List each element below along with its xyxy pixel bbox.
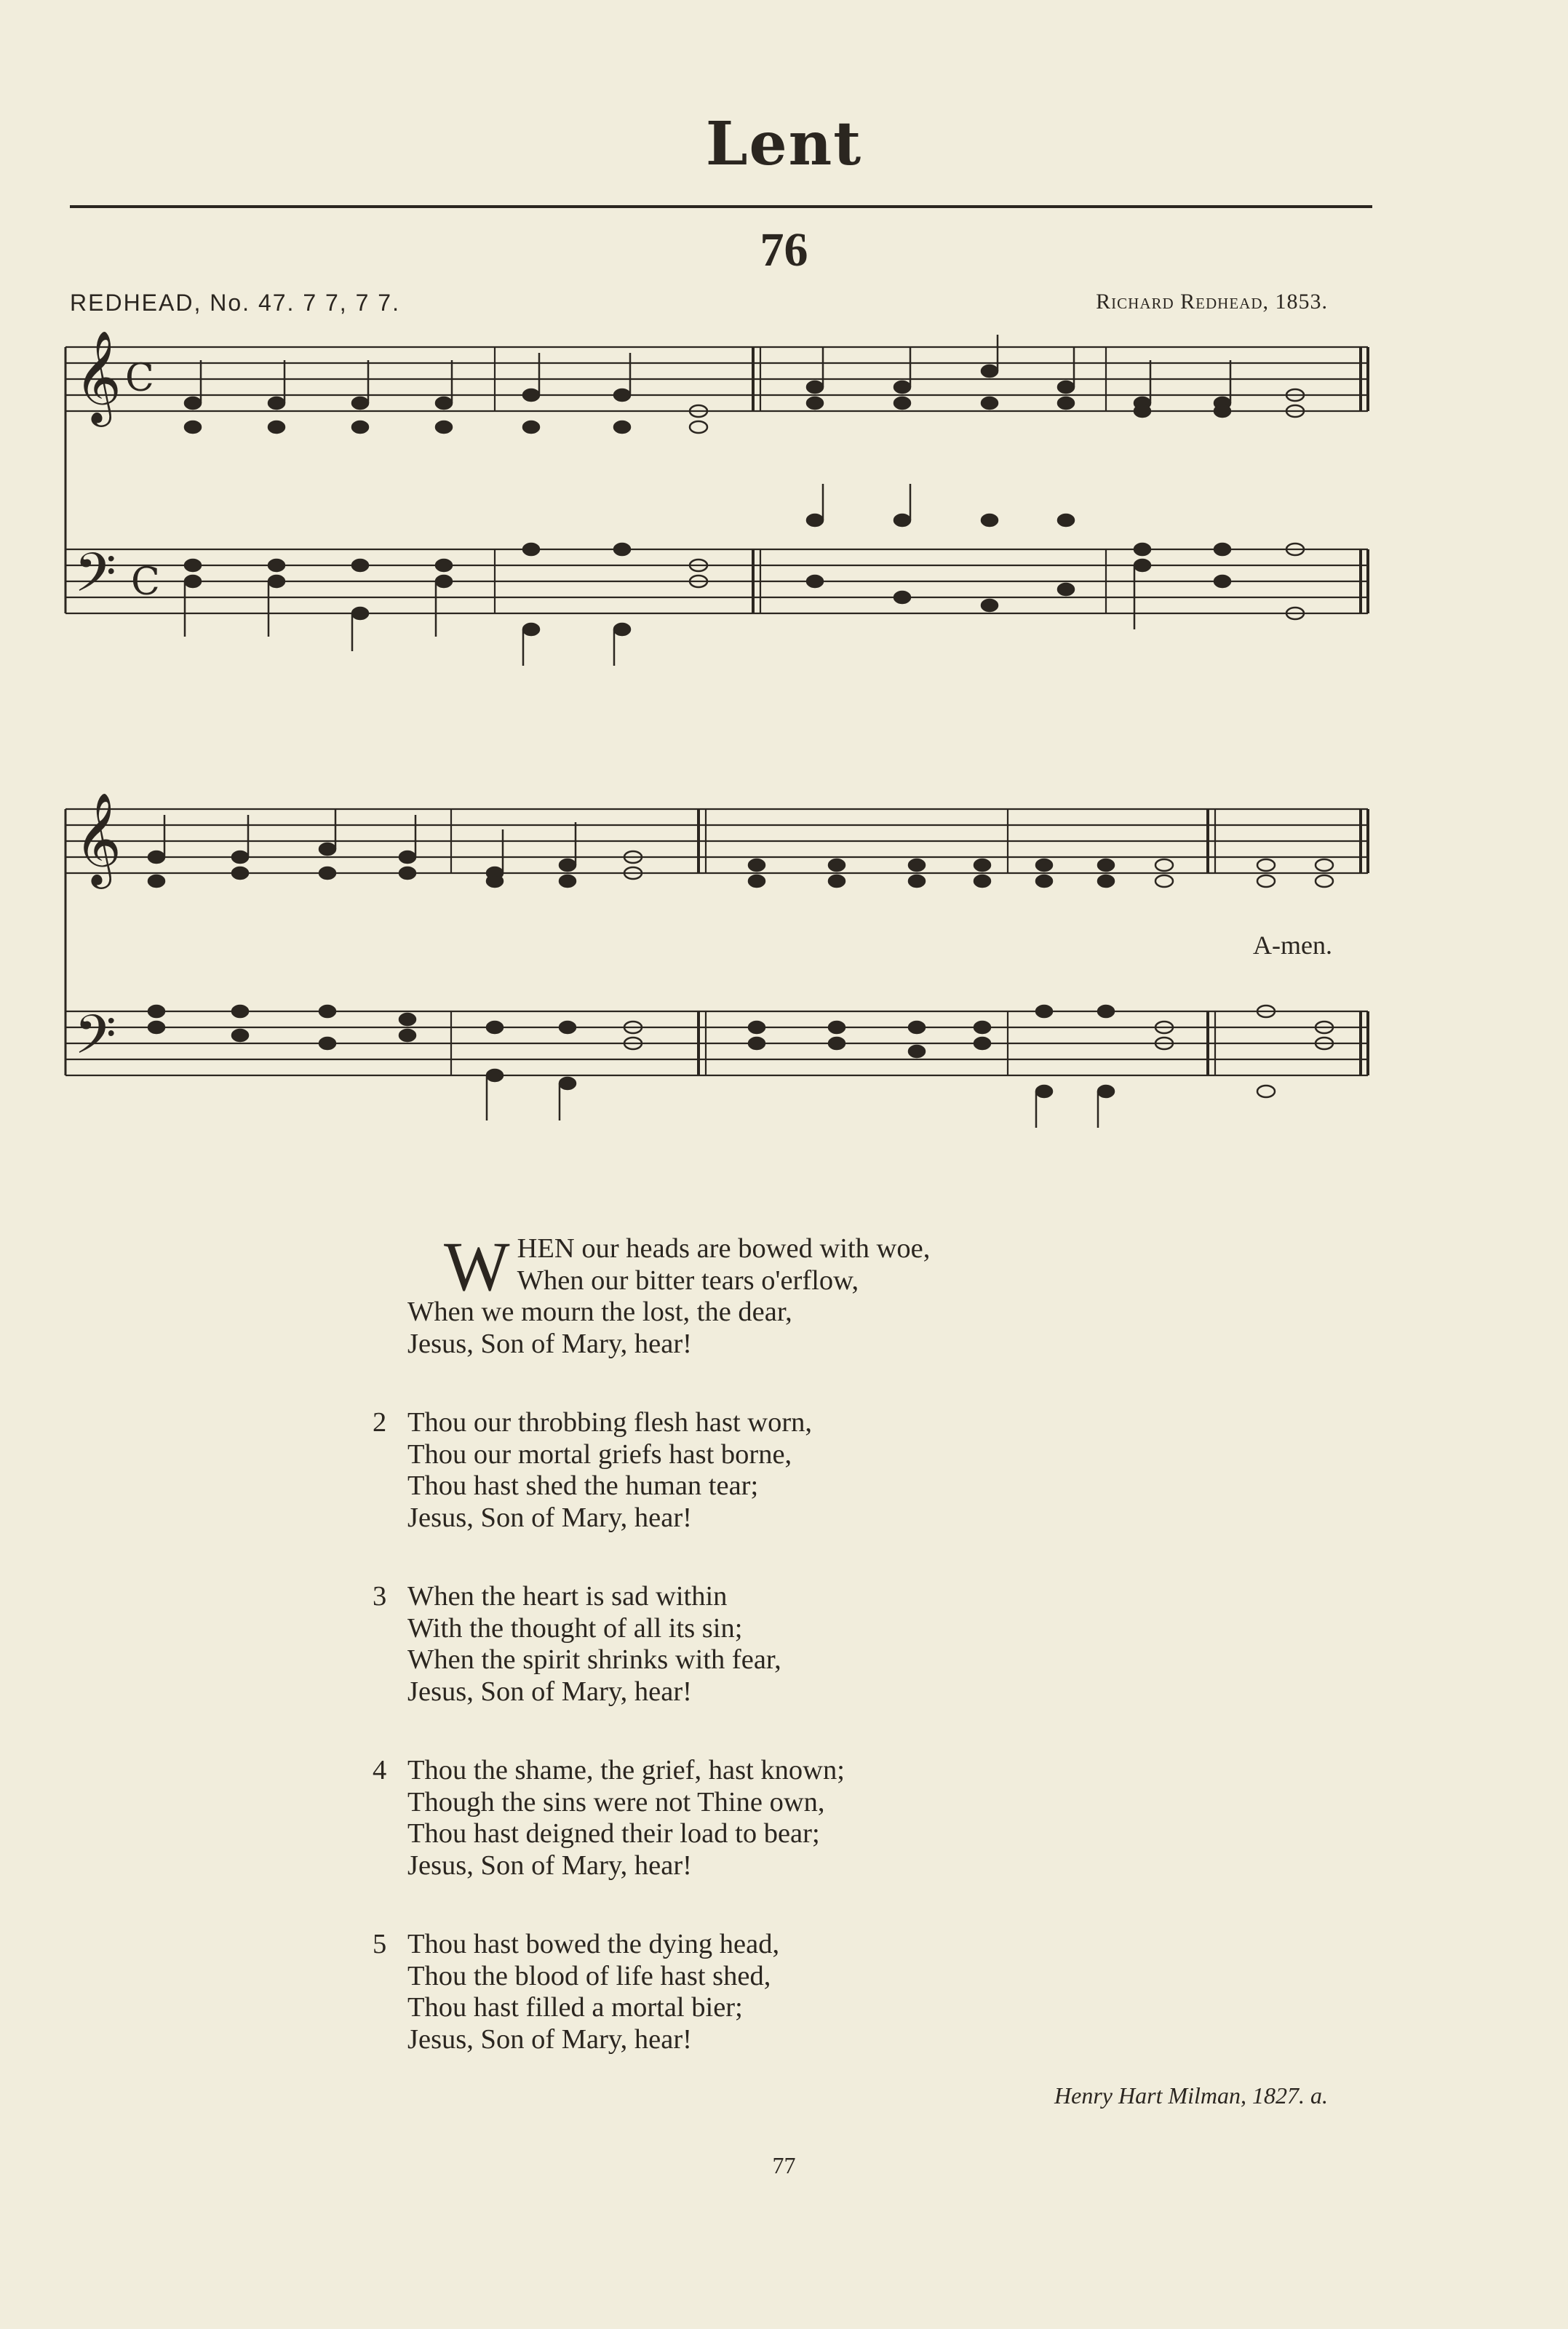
- verse-5: [373, 1929, 845, 2055]
- svg-text:C: C: [125, 357, 154, 400]
- amen-text: A-men.: [1253, 931, 1332, 960]
- verse-line: When we mourn the lost, the dear,: [407, 1297, 792, 1327]
- verse-line: When the spirit shrinks with fear,: [407, 1644, 781, 1675]
- verse-line: Thou the shame, the grief, hast known;: [407, 1755, 845, 1785]
- music-system-1: [58, 331, 1382, 666]
- verse-line: Thou hast shed the human tear;: [407, 1470, 759, 1501]
- verse-line: Thou our mortal griefs hast borne,: [407, 1438, 792, 1470]
- tune-info: REDHEAD, No. 47. 7 7, 7 7.: [70, 290, 400, 316]
- verse-2: [373, 1407, 845, 1534]
- verse-line: Thou hast filled a mortal bier;: [407, 1992, 743, 2023]
- verse-line: Jesus, Son of Mary, hear!: [407, 1502, 692, 1533]
- section-title: Lent: [705, 109, 863, 179]
- title-rule: [70, 205, 1372, 208]
- verse-line: Thou hast bowed the dying head,: [407, 1929, 780, 1959]
- verse-line: Jesus, Son of Mary, hear!: [407, 2023, 692, 2055]
- verse-number: 2: [373, 1407, 387, 1438]
- music-system-2: [58, 793, 1382, 1135]
- verse-line: When the heart is sad within: [407, 1581, 728, 1612]
- verse-line: Thou our throbbing flesh hast worn,: [407, 1407, 813, 1438]
- hymn-verses: [373, 1227, 931, 2103]
- verse-number: 4: [373, 1755, 387, 1785]
- verse-line: When our bitter tears o'erflow,: [517, 1265, 859, 1296]
- verse-1: [407, 1227, 931, 1360]
- verse-line: Though the sins were not Thine own,: [407, 1786, 825, 1818]
- verse-line: Jesus, Son of Mary, hear!: [407, 1328, 692, 1359]
- verse-number: 5: [373, 1929, 387, 1959]
- page-number: 77: [772, 2152, 796, 2178]
- hymn-number: 76: [760, 223, 808, 276]
- drop-cap: W: [444, 1227, 510, 1305]
- verse-4: [373, 1755, 845, 1882]
- verse-line: With the thought of all its sin;: [407, 1612, 743, 1644]
- verse-line: Jesus, Son of Mary, hear!: [407, 1850, 692, 1881]
- composer-credit: Richard Redhead, 1853.: [1096, 290, 1328, 314]
- verse-line: Thou the blood of life hast shed,: [407, 1960, 771, 1991]
- svg-text:C: C: [131, 560, 160, 604]
- svg-text:𝄞: 𝄞: [74, 793, 122, 885]
- verse-line: Thou hast deigned their load to bear;: [407, 1818, 820, 1849]
- verse-line: HEN our heads are bowed with woe,: [517, 1233, 931, 1264]
- verse-number: 3: [373, 1581, 387, 1612]
- svg-text:𝄢: 𝄢: [74, 1003, 116, 1080]
- verse-line: Jesus, Son of Mary, hear!: [407, 1676, 692, 1707]
- verse-3: [373, 1581, 845, 1708]
- svg-text:𝄢: 𝄢: [74, 541, 116, 618]
- svg-text:𝄞: 𝄞: [74, 331, 122, 423]
- author-credit: Henry Hart Milman, 1827. a.: [1054, 2082, 1328, 2109]
